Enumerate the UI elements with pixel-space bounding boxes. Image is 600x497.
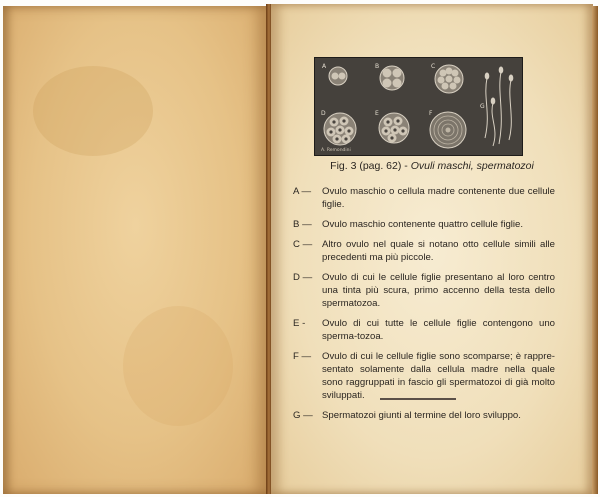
left-page-blank: [3, 6, 268, 494]
panel-c-ovum: [435, 65, 463, 93]
legend-key: B —: [293, 219, 312, 230]
panel-f-ovum: [430, 112, 466, 148]
legend-item: [293, 271, 555, 310]
figure-caption: [271, 160, 593, 172]
legend-item: [293, 218, 555, 231]
figure-illustration: [314, 57, 523, 156]
caption-prefix: Fig. 3 (pag. 62) -: [330, 160, 411, 172]
legend-key: F —: [293, 351, 312, 362]
panel-a-ovum: [329, 67, 347, 85]
paper-stain: [33, 66, 153, 156]
legend-text: Spermatozoi giunti al termine del loro sviluppo.: [322, 410, 521, 421]
panel-e-ovum: [379, 113, 409, 143]
legend-item: [293, 409, 555, 422]
legend-text: Ovulo maschio contenente quattro cellule figlie.: [322, 219, 524, 230]
panel-label: G: [480, 103, 485, 110]
legend-key: A —: [293, 186, 312, 197]
panel-d-ovum: [324, 113, 356, 145]
panel-label: F: [429, 110, 433, 117]
legend-text: Ovulo di cui tutte le cellule figlie contengono uno sperma-tozoa.: [322, 318, 555, 342]
panel-b-ovum: [380, 66, 404, 90]
panel-label: D: [321, 110, 326, 117]
panel-label: C: [431, 63, 436, 70]
section-divider: [380, 398, 456, 400]
legend-text: Ovulo maschio o cellula madre contenente due cellule figlie.: [322, 186, 555, 210]
legend-key: E -: [293, 318, 306, 329]
panel-label: E: [375, 110, 379, 117]
panel-label: B: [375, 63, 380, 70]
legend-item: [293, 350, 555, 402]
legend-key: C —: [293, 239, 313, 250]
legend-key: D —: [293, 272, 313, 283]
legend-text: Ovulo di cui le cellule figlie sono scomparse; è rappre-sentato solamente dalla cellula madre nella quale sono raggruppati in fascio gli spermatozoi di già molto sviluppati.: [322, 351, 555, 401]
illustrator-signature: A. Remondini: [321, 148, 351, 153]
legend-item: [293, 317, 555, 343]
page-edge: [592, 6, 598, 494]
legend-list: [293, 185, 555, 429]
legend-key: G —: [293, 410, 313, 421]
panel-label: A: [322, 63, 327, 70]
legend-text: Altro ovulo nel quale si notano otto cellule simili alle precedenti ma più piccole.: [322, 239, 555, 263]
paper-stain: [123, 306, 233, 426]
legend-text: Ovulo di cui le cellule figlie presentano al loro centro una tinta più scura, primo accenno della testa dello spermatozoa.: [322, 272, 555, 309]
caption-title: Ovuli maschi, spermatozoi: [410, 160, 534, 172]
legend-item: [293, 185, 555, 211]
legend-item: [293, 238, 555, 264]
